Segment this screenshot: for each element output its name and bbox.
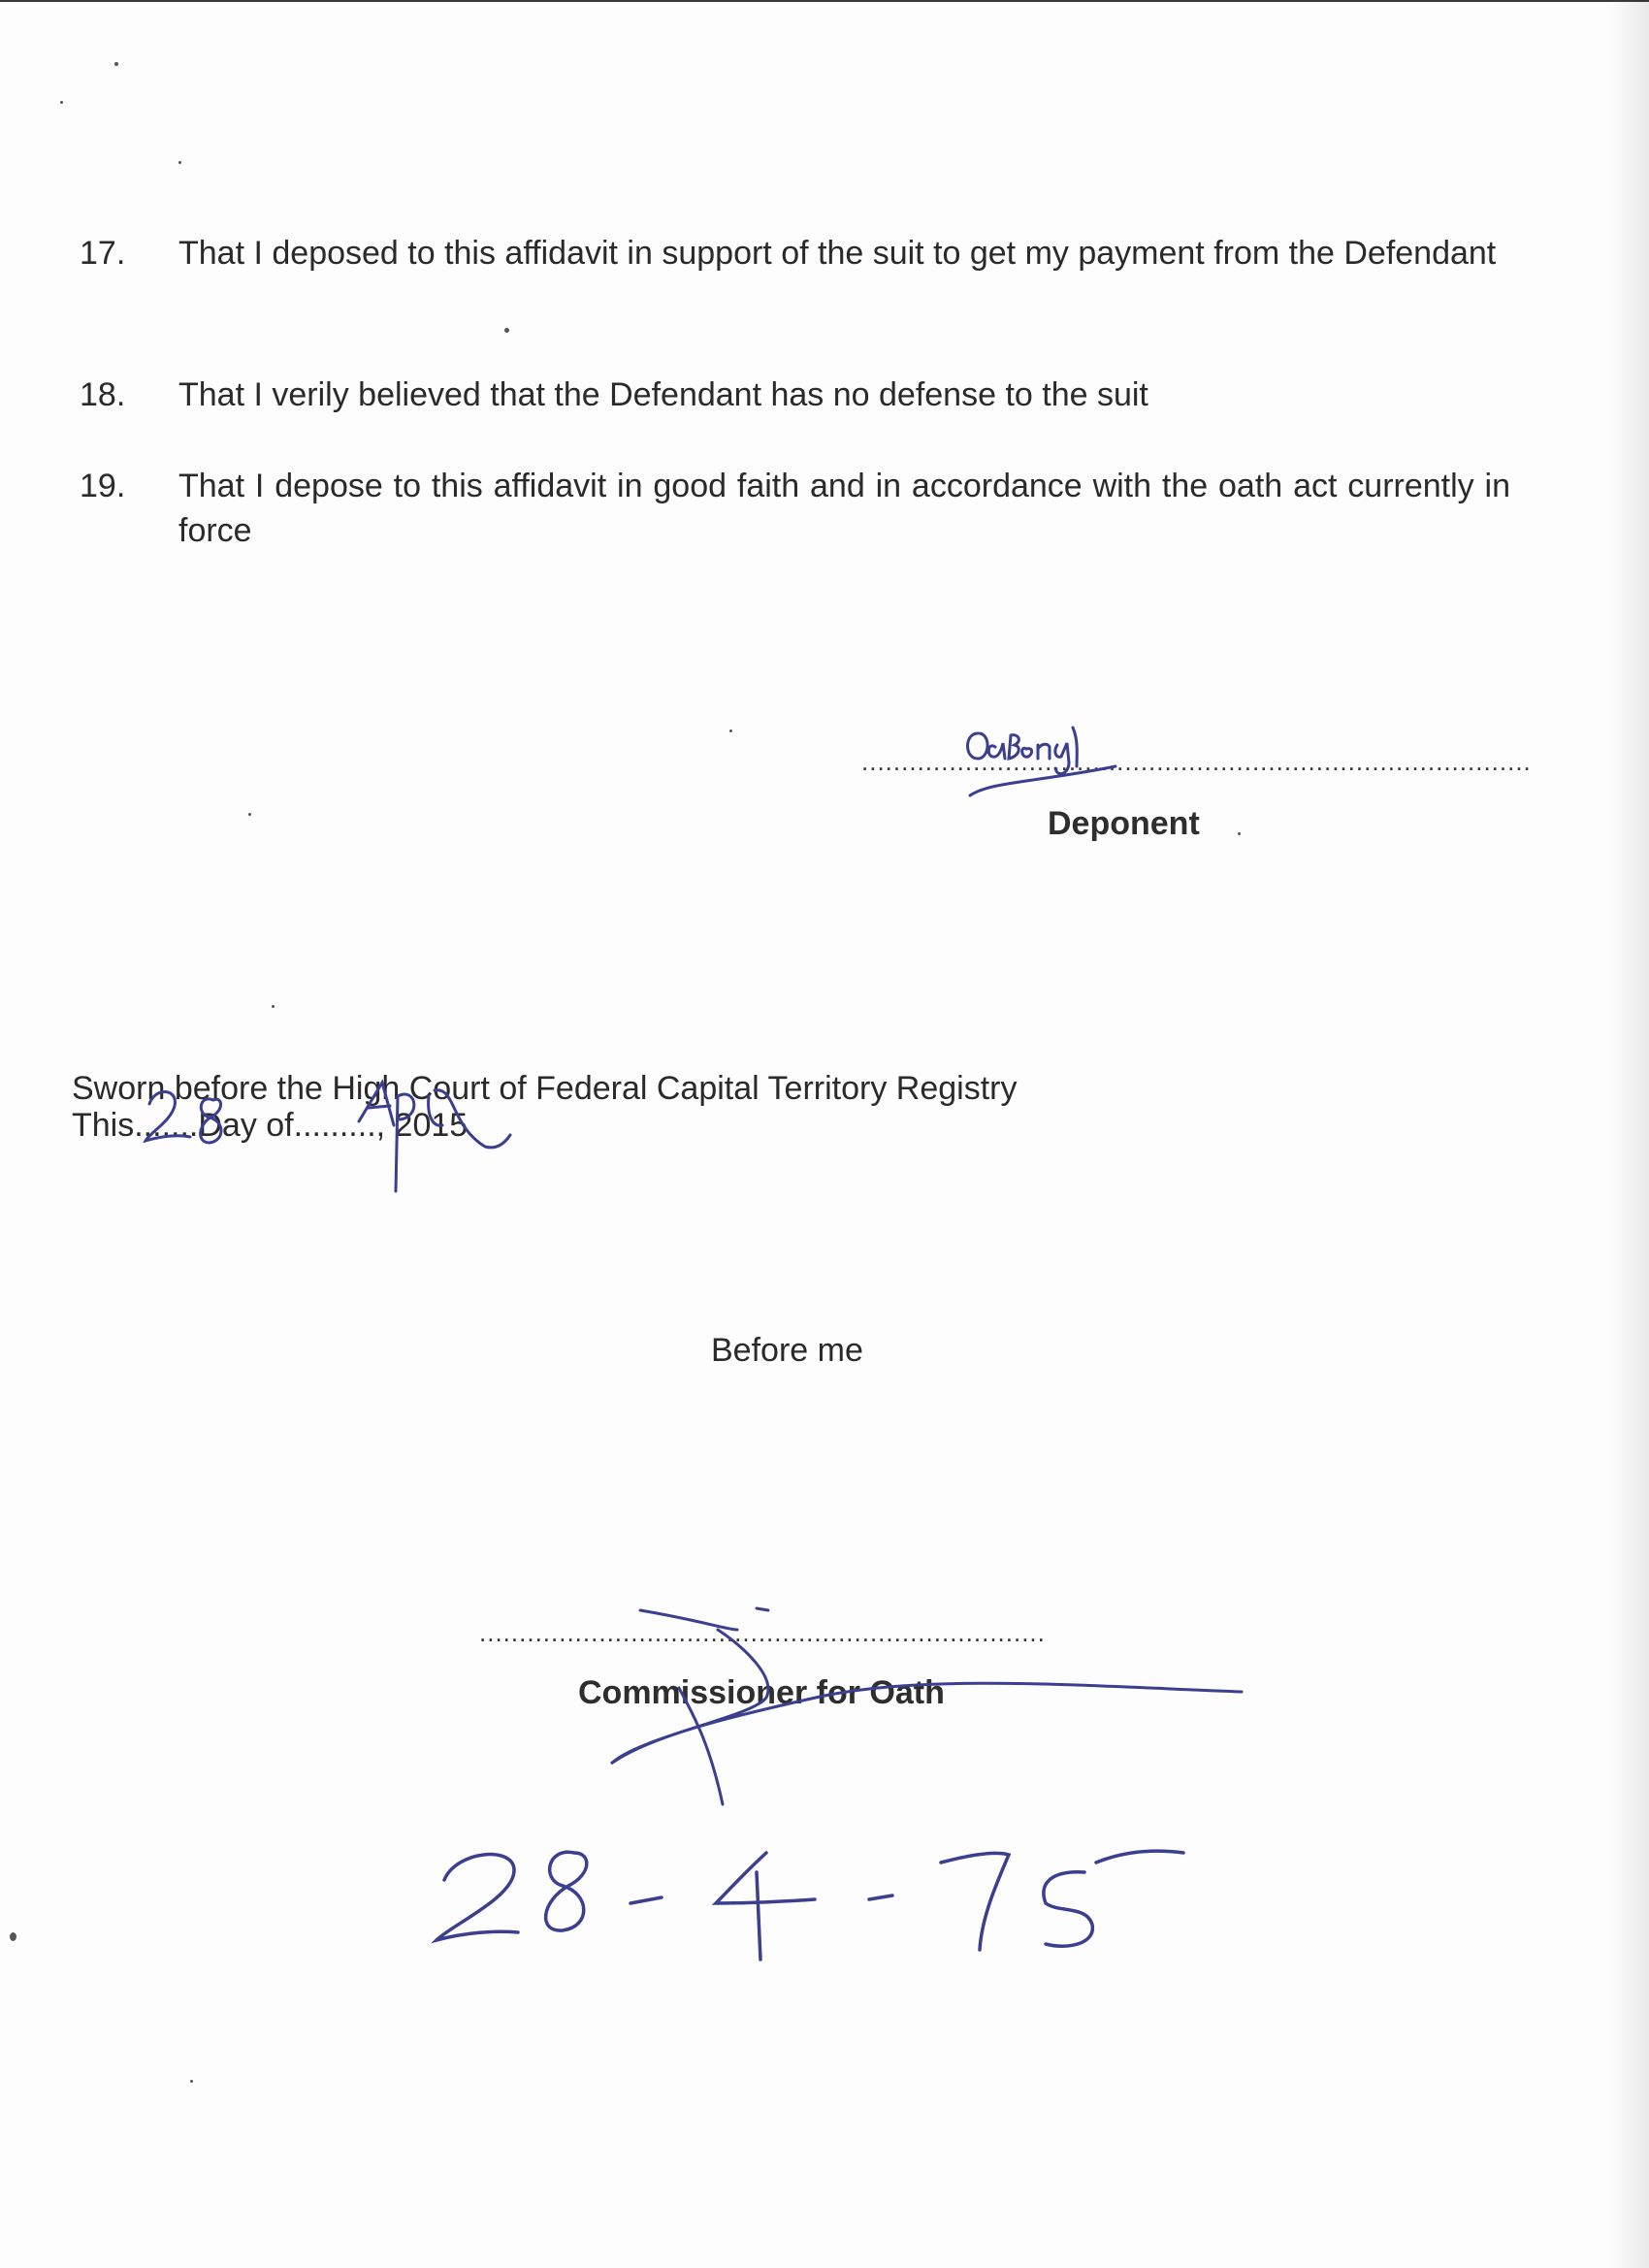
handwritten-date: [417, 1824, 1222, 1969]
deponent-signature-handwriting: [960, 698, 1154, 815]
deponent-label: Deponent: [1048, 805, 1200, 842]
commissioner-signature-line: .......................................................................: [479, 1618, 1046, 1647]
scan-speck: [504, 328, 509, 333]
paragraph-text: That I depose to this affidavit in good faith and in accordance with the oath act currently in force: [178, 468, 1510, 549]
before-me-text: Before me: [711, 1332, 863, 1369]
scan-speck: [178, 161, 181, 164]
scan-speck: [60, 101, 63, 104]
scan-speck: [729, 729, 732, 732]
scan-speck: [114, 62, 118, 66]
month-handwriting: [349, 1057, 524, 1203]
day-of-word: Day of: [198, 1107, 294, 1144]
scan-speck: [10, 1932, 16, 1941]
paragraph-text: That I deposed to this affidavit in support of the suit to get my payment from the Defendant: [178, 235, 1497, 272]
paragraph-text: That I verily believed that the Defendant has no defense to the suit: [178, 376, 1148, 413]
scan-speck: [272, 1005, 275, 1008]
paragraph-19: [80, 464, 1510, 553]
sworn-statement-line: Sworn before the High Court of Federal Capital Territory Registry: [72, 1070, 1018, 1107]
this-word: This: [72, 1107, 135, 1144]
paragraph-17: [80, 231, 1510, 275]
scan-speck: [1238, 832, 1241, 835]
year-text: ., 2015: [367, 1107, 469, 1144]
scan-speck: [190, 2080, 193, 2083]
day-handwriting: [136, 1067, 252, 1164]
scan-top-edge: [0, 0, 1649, 8]
paragraph-number: 17.: [80, 235, 126, 272]
scan-right-shadow: [1610, 0, 1649, 2268]
paragraph-number: 19.: [80, 468, 126, 504]
deponent-signature-line: ....................................................................................: [861, 747, 1532, 776]
month-blank: ........: [293, 1107, 368, 1144]
paragraph-18: [80, 373, 1510, 417]
commissioner-label: Commissioner for Oath: [578, 1674, 945, 1711]
day-blank: .......: [134, 1107, 199, 1144]
scan-speck: [248, 813, 251, 816]
commissioner-signature-handwriting: [582, 1591, 1261, 1814]
paragraph-number: 18.: [80, 376, 126, 413]
